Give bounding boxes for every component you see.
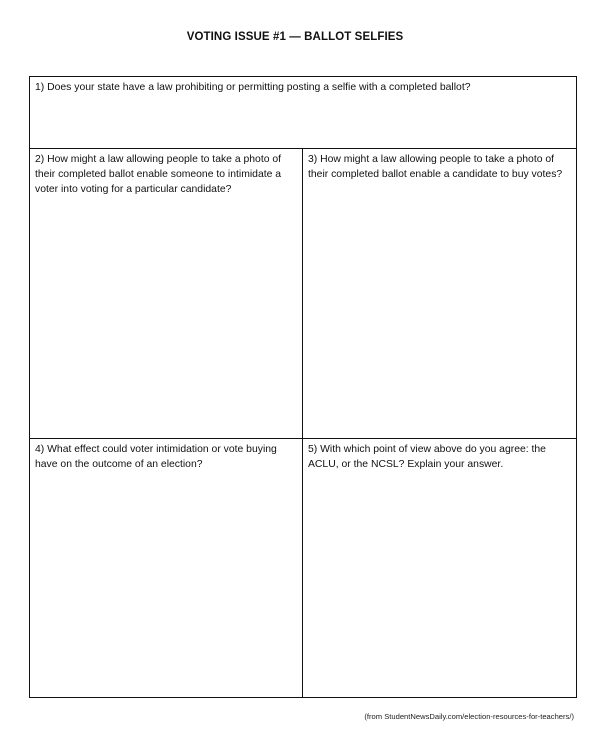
question-3-text: 3) How might a law allowing people to take a photo of their completed ballot enable a candidate to buy votes? xyxy=(308,154,563,180)
question-2-text: 2) How might a law allowing people to take a photo of their completed ballot enable someone to intimidate a voter into voting for a particular candidate? xyxy=(35,154,282,195)
question-4-box xyxy=(30,439,303,697)
question-1-box xyxy=(30,77,576,149)
question-2-box xyxy=(30,149,303,439)
question-5-box xyxy=(303,439,576,697)
question-3-box xyxy=(303,149,576,439)
question-1-text: 1) Does your state have a law prohibiting or permitting posting a selfie with a completed ballot? xyxy=(35,82,471,93)
question-grid xyxy=(29,76,577,698)
worksheet-title: VOTING ISSUE #1 — BALLOT SELFIES xyxy=(186,31,404,43)
question-4-text: 4) What effect could voter intimidation or vote buying have on the outcome of an election? xyxy=(35,444,277,470)
source-credit: (from StudentNewsDaily.com/election-resources-for-teachers/) xyxy=(364,712,574,721)
question-5-text: 5) With which point of view above do you agree: the ACLU, or the NCSL? Explain your answer. xyxy=(308,444,546,470)
